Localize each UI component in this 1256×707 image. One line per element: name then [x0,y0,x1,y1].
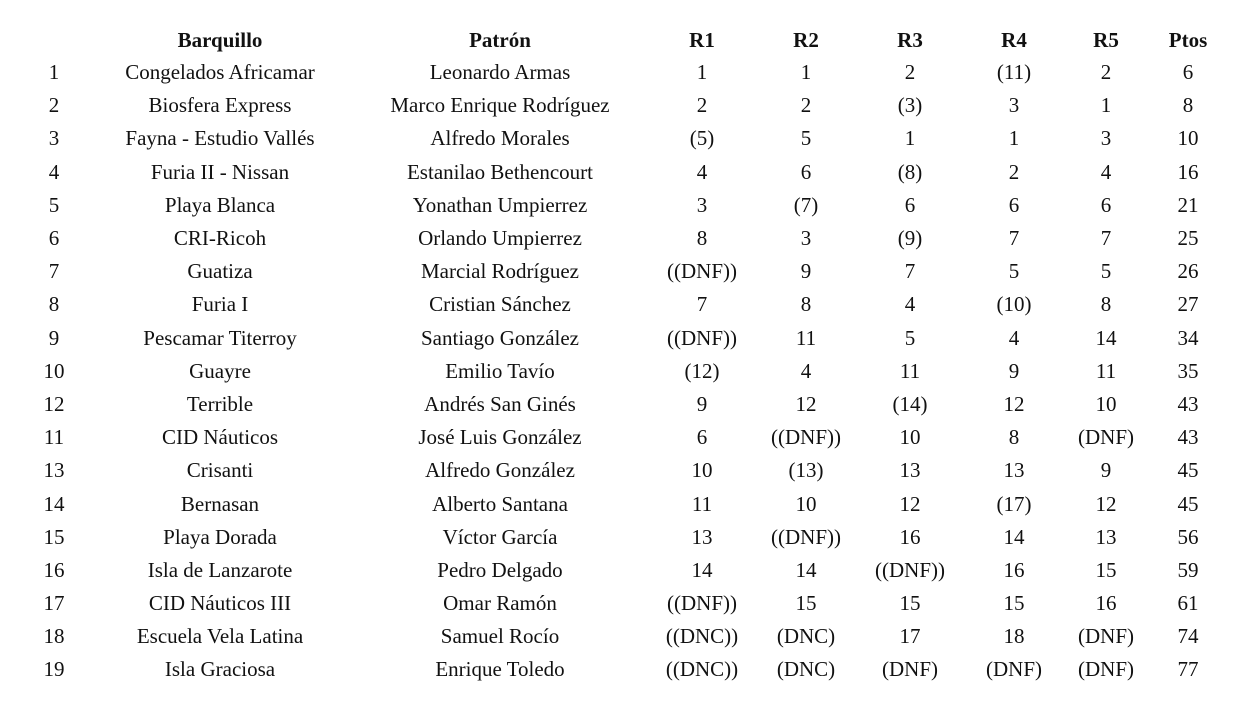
r3-cell: ((DNF)) [875,557,945,582]
r4-cell: 4 [1008,325,1020,350]
position-cell: 4 [48,159,60,184]
table-row [18,421,1230,454]
points-cell: 43 [1177,391,1199,416]
boat-cell: CID Náuticos [161,425,279,450]
r1-cell: 13 [691,524,713,549]
header-r2: R2 [793,27,819,52]
skipper-cell: Alfredo González [425,458,575,483]
points-cell: 77 [1177,657,1199,682]
table-row [18,156,1230,189]
r4-cell: 5 [1008,259,1020,284]
position-cell: 7 [48,259,60,284]
r1-cell: 6 [696,425,708,450]
header-r3: R3 [897,27,923,52]
r1-cell: 7 [696,292,708,317]
position-cell: 10 [43,358,65,383]
header-boat: Barquillo [177,27,263,52]
points-cell: 61 [1177,591,1199,616]
skipper-cell: Estanilao Bethencourt [406,159,594,184]
r1-cell: 10 [691,458,713,483]
points-cell: 26 [1177,259,1199,284]
r2-cell: 1 [800,60,812,85]
position-cell: 16 [43,557,65,582]
r4-cell: 7 [1008,226,1020,251]
r5-cell: 12 [1095,491,1117,516]
r5-cell: (DNF) [1078,657,1134,682]
r3-cell: 17 [899,624,921,649]
table-row [18,521,1230,554]
table-row [18,222,1230,255]
points-cell: 8 [1182,93,1194,118]
table-row [18,56,1230,89]
r1-cell: 9 [696,391,708,416]
position-cell: 3 [48,126,60,151]
points-cell: 6 [1182,60,1194,85]
points-cell: 43 [1177,425,1199,450]
r1-cell: 4 [696,159,708,184]
r1-cell: 11 [691,491,713,516]
table-row [18,487,1230,520]
r1-cell: 14 [691,557,713,582]
r3-cell: 13 [899,458,921,483]
table-row [18,355,1230,388]
skipper-cell: Yonathan Umpierrez [412,192,588,217]
r5-cell: 4 [1100,159,1112,184]
r3-cell: 10 [899,425,921,450]
points-cell: 35 [1177,358,1199,383]
r3-cell: 2 [904,60,916,85]
header-skipper: Patrón [469,27,531,52]
position-cell: 11 [43,425,65,450]
r1-cell: ((DNC)) [665,657,739,682]
boat-cell: Crisanti [186,458,254,483]
header-points: Ptos [1168,27,1208,52]
table-row [18,587,1230,620]
points-cell: 27 [1177,292,1199,317]
r2-cell: 8 [800,292,812,317]
r3-cell: 1 [904,126,916,151]
points-cell: 74 [1177,624,1199,649]
boat-cell: Pescamar Titerroy [143,325,297,350]
skipper-cell: Omar Ramón [443,591,557,616]
r4-cell: 9 [1008,358,1020,383]
r4-cell: 2 [1008,159,1020,184]
position-cell: 17 [43,591,65,616]
table-row [18,620,1230,653]
points-cell: 45 [1177,491,1199,516]
skipper-cell: Leonardo Armas [429,60,571,85]
r5-cell: 7 [1100,226,1112,251]
r3-cell: 5 [904,325,916,350]
r5-cell: 9 [1100,458,1112,483]
skipper-cell: Orlando Umpierrez [418,226,582,251]
position-cell: 18 [43,624,65,649]
r2-cell: 10 [795,491,817,516]
r2-cell: ((DNF)) [771,524,841,549]
table-row [18,89,1230,122]
r4-cell: 1 [1008,126,1020,151]
skipper-cell: José Luis González [418,425,582,450]
skipper-cell: Pedro Delgado [437,557,563,582]
boat-cell: Terrible [186,391,254,416]
boat-cell: CID Náuticos III [148,591,292,616]
points-cell: 34 [1177,325,1199,350]
r5-cell: 6 [1100,192,1112,217]
r3-cell: (14) [892,391,928,416]
skipper-cell: Samuel Rocío [440,624,560,649]
boat-cell: Fayna - Estudio Vallés [125,126,315,151]
skipper-cell: Víctor García [442,524,558,549]
boat-cell: Furia I [191,292,249,317]
position-cell: 5 [48,192,60,217]
r2-cell: 15 [795,591,817,616]
r3-cell: 11 [899,358,921,383]
points-cell: 21 [1177,192,1199,217]
r4-cell: (10) [996,292,1032,317]
r2-cell: 3 [800,226,812,251]
table-row [18,122,1230,155]
boat-cell: Congelados Africamar [125,60,315,85]
r2-cell: 6 [800,159,812,184]
skipper-cell: Alfredo Morales [430,126,570,151]
r3-cell: (3) [897,93,923,118]
skipper-cell: Andrés San Ginés [424,391,576,416]
r2-cell: (13) [788,458,824,483]
position-cell: 9 [48,325,60,350]
skipper-cell: Marco Enrique Rodríguez [390,93,610,118]
boat-cell: Furia II - Nissan [150,159,290,184]
skipper-cell: Marcial Rodríguez [420,259,580,284]
boat-cell: Isla Graciosa [164,657,276,682]
r5-cell: 14 [1095,325,1117,350]
table-row [18,653,1230,686]
r5-cell: 11 [1095,358,1117,383]
r2-cell: (DNC) [776,657,836,682]
r4-cell: 15 [1003,591,1025,616]
table-row [18,288,1230,321]
position-cell: 6 [48,226,60,251]
r5-cell: 1 [1100,93,1112,118]
r4-cell: (DNF) [986,657,1042,682]
position-cell: 14 [43,491,65,516]
boat-cell: Bernasan [180,491,260,516]
r5-cell: (DNF) [1078,425,1134,450]
table-row [18,189,1230,222]
r1-cell: (12) [684,358,720,383]
r5-cell: 13 [1095,524,1117,549]
r5-cell: 2 [1100,60,1112,85]
header-r4: R4 [1001,27,1027,52]
table-body [18,56,1230,687]
r4-cell: 3 [1008,93,1020,118]
r4-cell: 6 [1008,192,1020,217]
r3-cell: (8) [897,159,923,184]
r3-cell: 6 [904,192,916,217]
r3-cell: (DNF) [882,657,938,682]
r1-cell: (5) [689,126,715,151]
r2-cell: (DNC) [776,624,836,649]
r1-cell: 8 [696,226,708,251]
boat-cell: Playa Blanca [164,192,276,217]
header-row [18,24,1230,56]
skipper-cell: Enrique Toledo [435,657,565,682]
r3-cell: 16 [899,524,921,549]
r4-cell: (11) [996,60,1032,85]
boat-cell: Escuela Vela Latina [136,624,304,649]
r2-cell: ((DNF)) [771,425,841,450]
r1-cell: ((DNF)) [667,259,737,284]
r2-cell: 11 [795,325,817,350]
position-cell: 1 [48,60,60,85]
header-r5: R5 [1093,27,1119,52]
boat-cell: Playa Dorada [163,524,277,549]
points-cell: 10 [1177,126,1199,151]
table-row [18,388,1230,421]
r2-cell: 4 [800,358,812,383]
r4-cell: 18 [1003,624,1025,649]
boat-cell: Isla de Lanzarote [147,557,293,582]
r5-cell: 3 [1100,126,1112,151]
r4-cell: 13 [1003,458,1025,483]
r4-cell: 8 [1008,425,1020,450]
r2-cell: 14 [795,557,817,582]
table-row [18,554,1230,587]
results-table [18,24,1230,687]
table-header [18,24,1230,56]
r2-cell: 12 [795,391,817,416]
r1-cell: ((DNC)) [665,624,739,649]
header-r1: R1 [689,27,715,52]
r5-cell: 5 [1100,259,1112,284]
points-cell: 45 [1177,458,1199,483]
r1-cell: 3 [696,192,708,217]
r3-cell: 12 [899,491,921,516]
r5-cell: 16 [1095,591,1117,616]
r2-cell: 5 [800,126,812,151]
boat-cell: Guatiza [187,259,253,284]
r3-cell: 4 [904,292,916,317]
r4-cell: (17) [996,491,1032,516]
r1-cell: ((DNF)) [667,325,737,350]
position-cell: 15 [43,524,65,549]
r1-cell: 2 [696,93,708,118]
header-position [18,24,90,56]
table-row [18,255,1230,288]
r5-cell: 10 [1095,391,1117,416]
r1-cell: ((DNF)) [667,591,737,616]
points-cell: 56 [1177,524,1199,549]
position-cell: 19 [43,657,65,682]
skipper-cell: Emilio Tavío [445,358,555,383]
r5-cell: 8 [1100,292,1112,317]
r3-cell: 15 [899,591,921,616]
position-cell: 12 [43,391,65,416]
position-cell: 13 [43,458,65,483]
r2-cell: 9 [800,259,812,284]
r4-cell: 14 [1003,524,1025,549]
skipper-cell: Alberto Santana [432,491,568,516]
skipper-cell: Cristian Sánchez [429,292,571,317]
boat-cell: Biosfera Express [148,93,292,118]
r3-cell: (9) [897,226,923,251]
boat-cell: Guayre [189,358,251,383]
r3-cell: 7 [904,259,916,284]
points-cell: 25 [1177,226,1199,251]
boat-cell: CRI-Ricoh [173,226,267,251]
position-cell: 8 [48,292,60,317]
table-row [18,454,1230,487]
points-cell: 16 [1177,159,1199,184]
r1-cell: 1 [696,60,708,85]
r2-cell: (7) [793,192,819,217]
r5-cell: 15 [1095,557,1117,582]
r4-cell: 16 [1003,557,1025,582]
position-cell: 2 [48,93,60,118]
r2-cell: 2 [800,93,812,118]
points-cell: 59 [1177,557,1199,582]
r5-cell: (DNF) [1078,624,1134,649]
r4-cell: 12 [1003,391,1025,416]
table-row [18,322,1230,355]
skipper-cell: Santiago González [420,325,580,350]
